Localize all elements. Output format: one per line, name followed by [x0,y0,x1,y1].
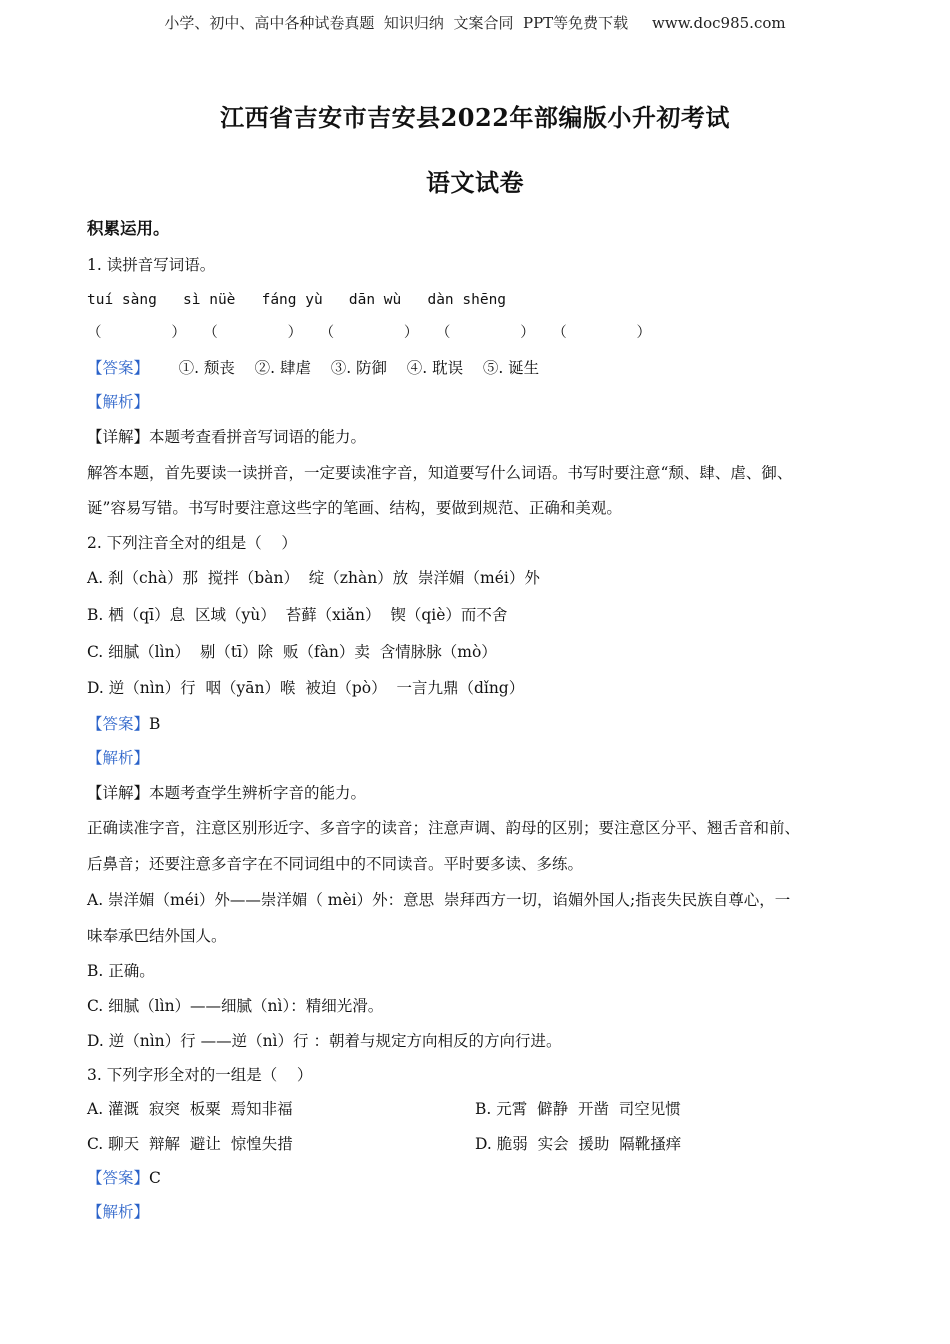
q2-explanation-2: 后鼻音；还要注意多音字在不同词组中的不同读音。平时要多读、多练。 [87,855,584,873]
q2-explanation-c: C. 细腻（lìn）——细腻（nì）：精细光滑。 [87,997,384,1015]
q2-explanation-d: D. 逆（nìn）行 ——逆（nì）行 ：朝着与规定方向相反的方向行进。 [87,1032,562,1050]
q2-option-b: B. 栖（qī）息 区域（yù） 苔藓（xiǎn） 锲（qiè）而不舍 [87,606,508,624]
answer-tag: 【答案】 [87,1169,150,1187]
q2-analysis-tag: 【解析】 [87,749,150,767]
q2-explanation-1: 正确读准字音，注意区别形近字、多音字的读音；注意声调、韵母的区别；要注意区分平、翘舌音和前、 [87,819,801,837]
q1-explanation-1: 解答本题，首先要读一读拼音，一定要读准字音，知道要写什么词语。书写时要注意“颓、肆、虐、御、 [87,464,793,482]
answer-text: C [149,1169,161,1187]
q3-stem: 3. 下列字形全对的一组是（ ） [87,1066,313,1084]
q1-answer [87,357,539,379]
q1-stem: 1. 读拼音写词语。 [87,256,216,274]
q2-detail: 【详解】本题考查学生辨析字音的能力。 [87,784,367,802]
q1-pinyin: tuí sàng sì nüè fáng yù dān wù dàn shēng [87,292,507,308]
answer-text: ①. 颓丧 ②. 肆虐 ③. 防御 ④. 耽误 ⑤. 诞生 [149,359,540,377]
q1-blanks: （ ） （ ） （ ） （ ） （ ） [87,325,652,341]
q3-option-d: D. 脆弱 实会 援助 隔靴搔痒 [475,1135,682,1153]
q1-detail: 【详解】本题考查看拼音写词语的能力。 [87,428,367,446]
q2-answer [87,713,160,735]
q3-answer [87,1167,161,1189]
q3-option-b: B. 元霄 僻静 开凿 司空见惯 [475,1100,681,1118]
q3-option-a: A. 灌溉 寂突 板粟 焉知非福 [87,1100,293,1118]
q2-explanation-b: B. 正确。 [87,962,155,980]
page-header: 小学、初中、高中各种试卷真题 知识归纳 文案合同 PPT等免费下载 www.doc985.com [164,14,786,32]
section-heading: 积累运用。 [87,219,170,238]
exam-subtitle: 语文试卷 [426,168,524,197]
q2-option-c: C. 细腻（lìn） 剔（tī）除 贩（fàn）卖 含情脉脉（mò） [87,643,497,661]
answer-tag: 【答案】 [87,715,150,733]
exam-title: 江西省吉安市吉安县2022年部编版小升初考试 [220,103,730,132]
answer-text: B [149,715,161,733]
q3-option-c: C. 聊天 辩解 避让 惊惶失措 [87,1135,293,1153]
q2-explanation-a2: 味奉承巴结外国人。 [87,927,227,945]
q3-analysis-tag: 【解析】 [87,1203,150,1221]
q2-option-d: D. 逆（nìn）行 咽（yān）喉 被迫（pò） 一言九鼎（dǐng） [87,679,525,697]
q2-option-a: A. 刹（chà）那 搅拌（bàn） 绽（zhàn）放 崇洋媚（méi）外 [87,569,540,587]
q1-analysis-tag: 【解析】 [87,393,150,411]
answer-tag: 【答案】 [87,359,150,377]
q2-explanation-a1: A. 崇洋媚（méi）外——崇洋媚（ mèi）外：意思 崇拜西方一切，谄媚外国人;指丧失民族自尊心，一 [87,891,791,909]
q2-stem: 2. 下列注音全对的组是（ ） [87,534,297,552]
q1-explanation-2: 诞”容易写错。书写时要注意这些字的笔画、结构，要做到规范、正确和美观。 [87,499,622,517]
